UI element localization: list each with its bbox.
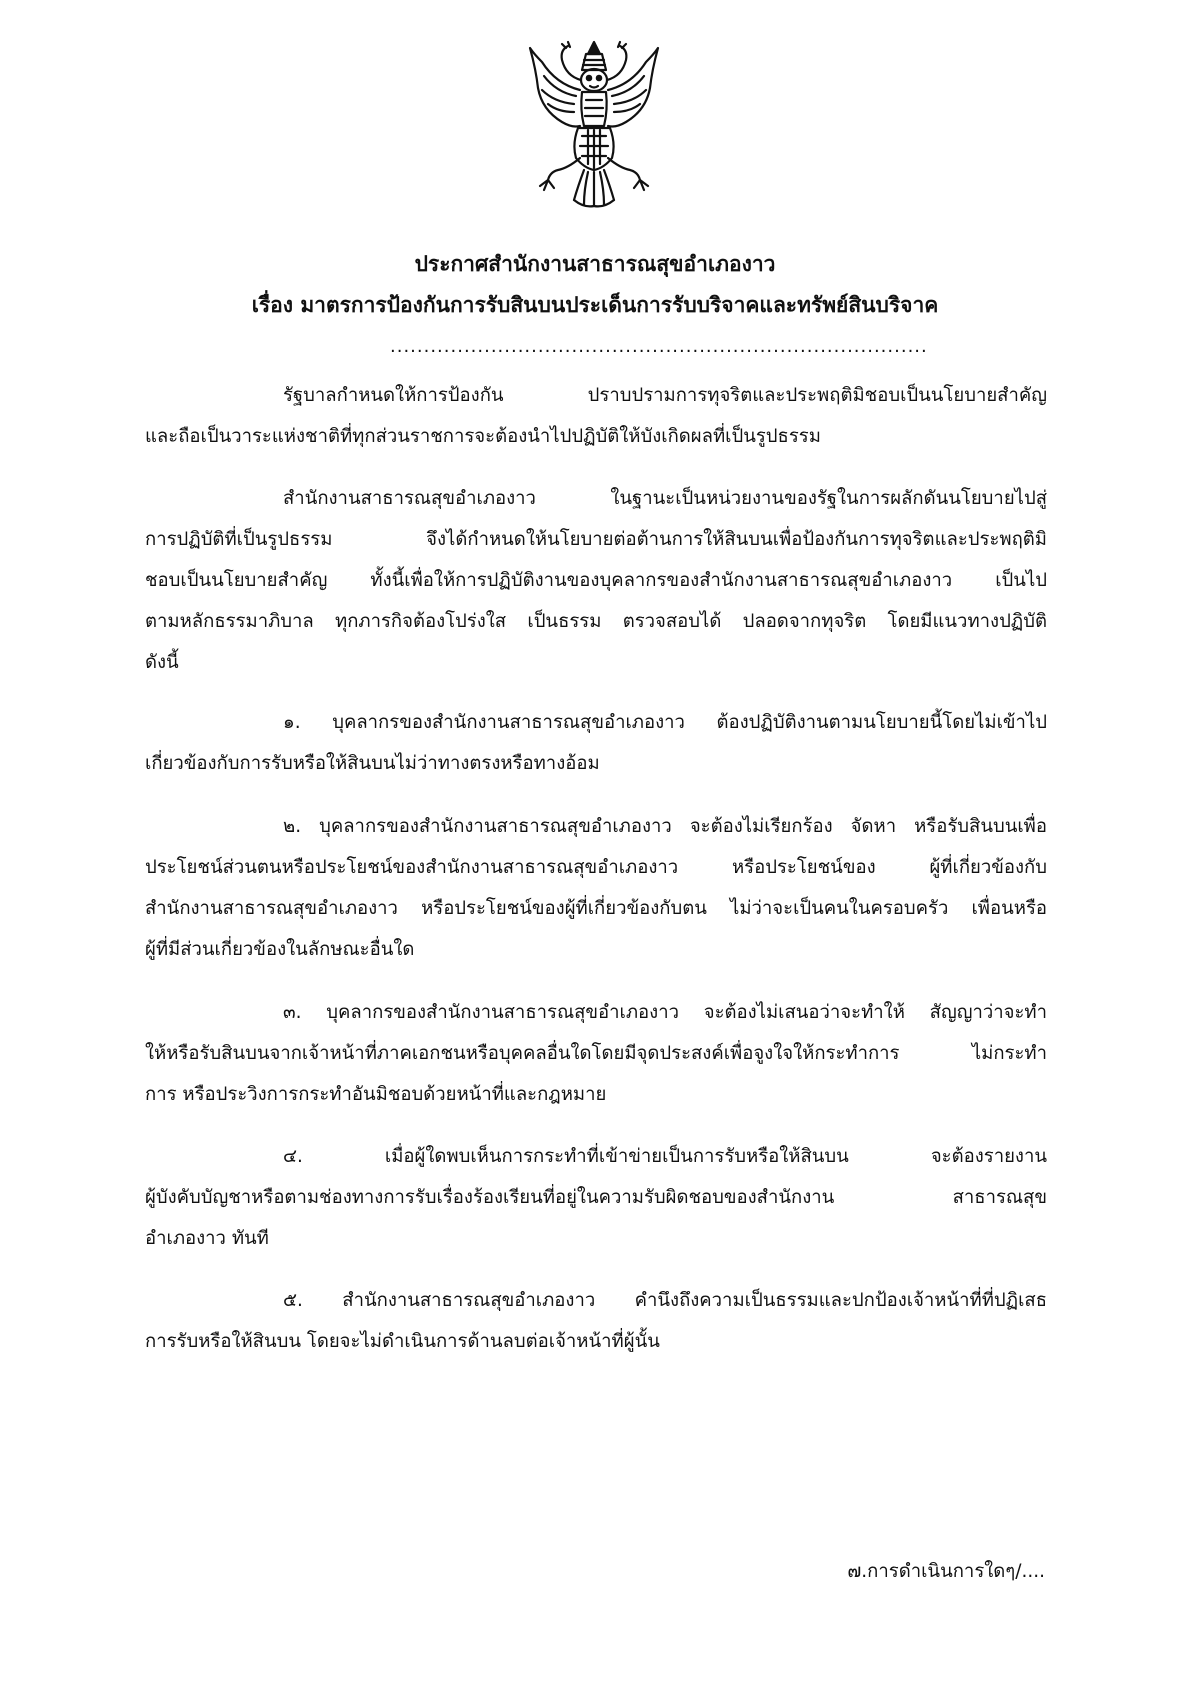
measure-item-2	[145, 806, 1047, 970]
paragraph-line: รัฐบาลกำหนดให้การป้องกัน ปราบปรามการทุจริตและประพฤติมิชอบเป็นนโยบายสำคัญ	[283, 385, 1047, 406]
paragraph-line: ตามหลักธรรมาภิบาล ทุกภารกิจต้องโปร่งใส เป็นธรรม ตรวจสอบได้ ปลอดจากทุจริต โดยมีแนวทางปฏิบัติ	[145, 611, 1047, 632]
paragraph-line: ๒. บุคลากรของสำนักงานสาธารณสุขอำเภองาว จะต้องไม่เรียกร้อง จัดหา หรือรับสินบนเพื่อ	[283, 816, 1047, 837]
paragraph-line: ผู้ที่มีส่วนเกี่ยวข้องในลักษณะอื่นใด	[145, 939, 415, 960]
measure-item-5	[145, 1280, 1047, 1362]
document-subject: เรื่อง มาตรการป้องกันการรับสินบนประเด็นการรับบริจาคและทรัพย์สินบริจาค	[251, 293, 939, 317]
paragraph-line: ชอบเป็นนโยบายสำคัญ ทั้งนี้เพื่อให้การปฏิบัติงานของบุคลากรของสำนักงานสาธารณสุขอำเภองาว เป็นไป	[145, 570, 1047, 591]
paragraph-line: ดังนี้	[145, 652, 179, 673]
paragraph-line: ๓. บุคลากรของสำนักงานสาธารณสุขอำเภองาว จะต้องไม่เสนอว่าจะทำให้ สัญญาว่าจะทำ	[283, 1002, 1047, 1023]
paragraph-line: การ หรือประวิงการกระทำอันมิชอบด้วยหน้าที่และกฎหมาย	[145, 1084, 607, 1105]
document-title: ประกาศสำนักงานสาธารณสุขอำเภองาว	[414, 252, 776, 276]
measure-item-1	[145, 702, 1047, 784]
paragraph-policy	[145, 478, 1047, 683]
paragraph-line: เกี่ยวข้องกับการรับหรือให้สินบนไม่ว่าทางตรงหรือทางอ้อม	[145, 753, 600, 774]
paragraph-line: ประโยชน์ส่วนตนหรือประโยชน์ของสำนักงานสาธารณสุขอำเภองาว หรือประโยชน์ของ ผู้ที่เกี่ยวข้องกับ	[145, 857, 1047, 878]
continuation-note: ๗.การดำเนินการใดๆ/....	[847, 1561, 1045, 1582]
garuda-emblem-icon	[528, 40, 660, 210]
paragraph-line: และถือเป็นวาระแห่งชาติที่ทุกส่วนราชการจะต้องนำไปปฏิบัติให้บังเกิดผลที่เป็นรูปธรรม	[145, 426, 821, 447]
paragraph-line: สำนักงานสาธารณสุขอำเภองาว หรือประโยชน์ของผู้ที่เกี่ยวข้องกับตน ไม่ว่าจะเป็นคนในครอบครัว เพื่อนหรือ	[145, 898, 1047, 919]
measure-item-3	[145, 992, 1047, 1115]
paragraph-line: ผู้บังคับบัญชาหรือตามช่องทางการรับเรื่องร้องเรียนที่อยู่ในความรับผิดชอบของสำนักงาน สาธารณสุข	[145, 1187, 1047, 1208]
paragraph-line: สำนักงานสาธารณสุขอำเภองาว ในฐานะเป็นหน่วยงานของรัฐในการผลักดันนโยบายไปสู่	[283, 488, 1047, 509]
paragraph-line: การปฏิบัติที่เป็นรูปธรรม จึงได้กำหนดให้นโยบายต่อต้านการให้สินบนเพื่อป้องกันการทุจริตและประพฤติมิ	[145, 529, 1047, 550]
measure-item-4	[145, 1136, 1047, 1259]
title-separator: ................................................................................	[390, 336, 928, 357]
paragraph-line: ๔. เมื่อผู้ใดพบเห็นการกระทำที่เข้าข่ายเป็นการรับหรือให้สินบน จะต้องรายงาน	[283, 1146, 1047, 1167]
paragraph-intro	[145, 375, 1047, 457]
paragraph-line: อำเภองาว ทันที	[145, 1228, 269, 1249]
paragraph-line: ให้หรือรับสินบนจากเจ้าหน้าที่ภาคเอกชนหรือบุคคลอื่นใดโดยมีจุดประสงค์เพื่อจูงใจให้กระทำการ ไม่กระทำ	[145, 1043, 1047, 1064]
paragraph-line: ๑. บุคลากรของสำนักงานสาธารณสุขอำเภองาว ต้องปฏิบัติงานตามนโยบายนี้โดยไม่เข้าไป	[283, 712, 1047, 733]
paragraph-line: ๕. สำนักงานสาธารณสุขอำเภองาว คำนึงถึงความเป็นธรรมและปกป้องเจ้าหน้าที่ที่ปฏิเสธ	[283, 1290, 1047, 1311]
paragraph-line: การรับหรือให้สินบน โดยจะไม่ดำเนินการด้านลบต่อเจ้าหน้าที่ผู้นั้น	[145, 1331, 660, 1352]
